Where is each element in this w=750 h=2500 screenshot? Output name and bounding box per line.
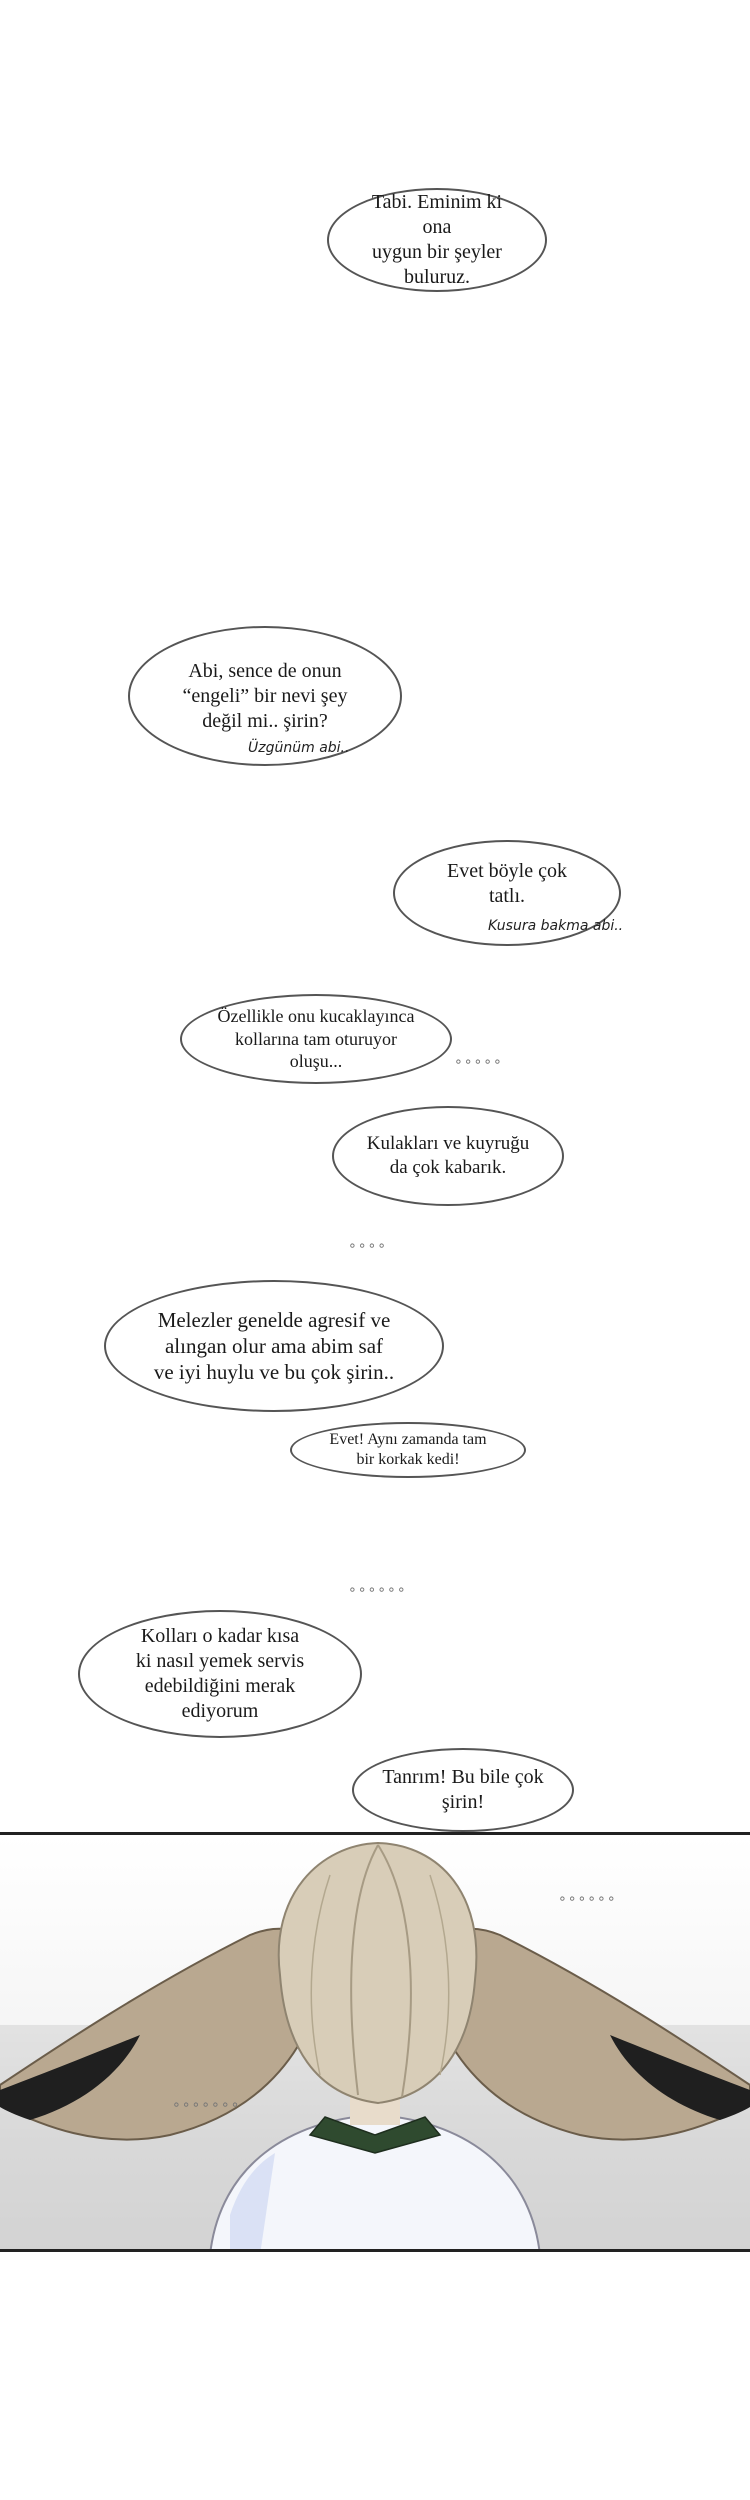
speech-text: Evet böyle çok tatlı. [447, 860, 567, 907]
speech-bubble-6 [104, 1280, 444, 1412]
handwritten-note-1: Üzgünüm abi.. [248, 740, 350, 756]
ellipsis-2: ∘∘∘∘ [348, 1238, 388, 1254]
speech-bubble-7 [290, 1422, 526, 1478]
illustration-panel [0, 1832, 750, 2252]
ellipsis-5: ∘∘∘∘∘∘∘ [172, 2097, 241, 2113]
speech-bubble-4 [180, 994, 452, 1084]
speech-text: Özellikle onu kucaklayınca kollarına tam oturuyor oluşu... [217, 1006, 415, 1072]
speech-bubble-8 [78, 1610, 362, 1738]
ellipsis-4: ∘∘∘∘∘∘ [558, 1891, 617, 1907]
speech-text: Abi, sence de onun “engeli” bir nevi şey değil mi.. şirin? [182, 659, 348, 732]
speech-text: Kolları o kadar kısa ki nasıl yemek servis edebildiğini merak ediyorum [135, 1625, 305, 1722]
speech-bubble-1 [327, 188, 547, 292]
speech-bubble-9 [352, 1748, 574, 1832]
character-back-illustration [0, 1835, 750, 2252]
ellipsis-3: ∘∘∘∘∘∘ [348, 1582, 407, 1598]
speech-text: Tabi. Eminim ki ona uygun bir şeyler buluruz. [371, 191, 503, 288]
speech-text: Evet! Aynı zamanda tam bir korkak kedi! [329, 1431, 487, 1468]
speech-text: Melezler genelde agresif ve alıngan olur ama abim saf ve iyi huylu ve bu çok şirin.. [153, 1307, 395, 1385]
handwritten-note-2: Kusura bakma abi.. [488, 918, 624, 934]
ellipsis-1: ∘∘∘∘∘ [454, 1054, 503, 1070]
speech-text: Tanrım! Bu bile çok şirin! [382, 1766, 544, 1813]
speech-bubble-5 [332, 1106, 564, 1206]
speech-text: Kulakları ve kuyruğu da çok kabarık. [366, 1133, 530, 1178]
